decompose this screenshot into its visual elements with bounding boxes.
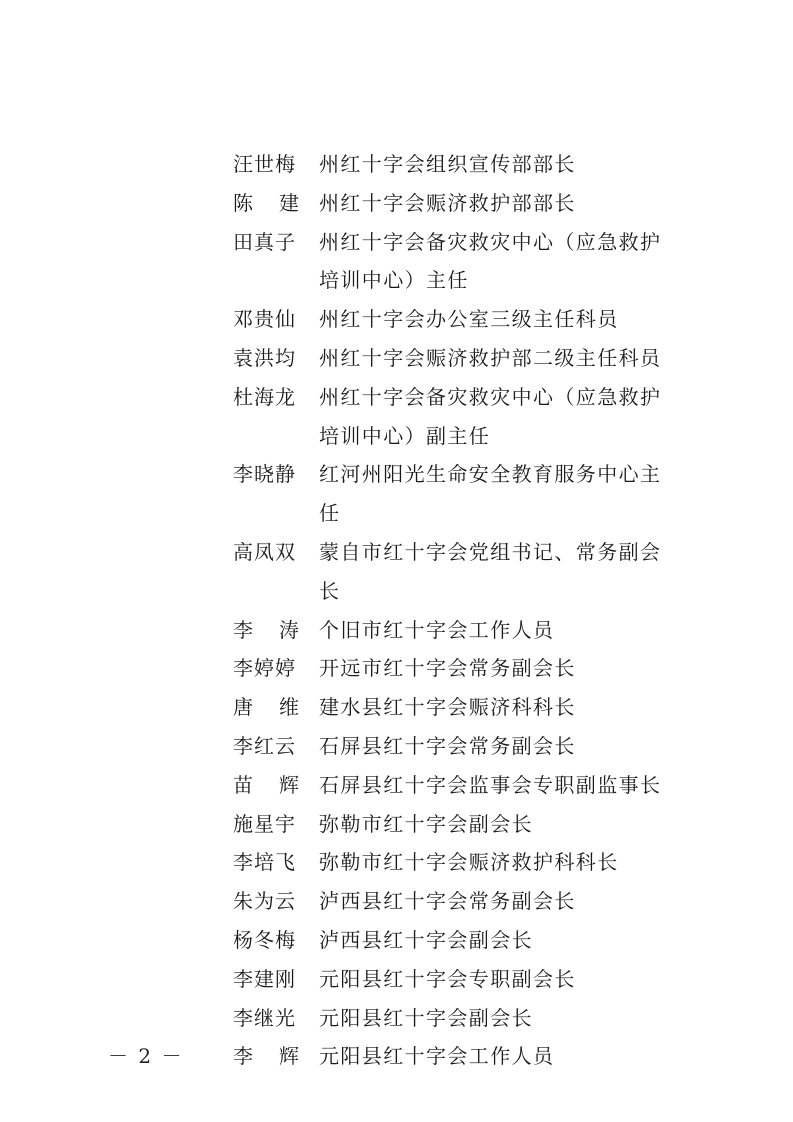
person-name: 李建刚 <box>233 966 296 991</box>
person-title: 州红十字会赈济救护部二级主任科员 <box>319 345 662 370</box>
list-item <box>233 688 703 727</box>
list-item <box>233 960 703 999</box>
list-item <box>233 611 703 650</box>
list-item <box>233 533 703 611</box>
person-title: 个旧市红十字会工作人员 <box>319 617 555 642</box>
list-item <box>233 378 703 456</box>
person-title: 红河州阳光生命安全教育服务中心主任 <box>319 462 662 526</box>
page-number: － 2 － <box>108 1044 184 1068</box>
person-title: 州红十字会组织宣传部部长 <box>319 152 576 176</box>
list-item <box>233 339 703 378</box>
person-name: 杨冬梅 <box>233 927 296 952</box>
person-name: 杜海龙 <box>233 384 296 409</box>
person-name: 李 涛 <box>233 617 299 642</box>
person-name: 袁洪均 <box>233 345 296 370</box>
list-item <box>233 1037 703 1076</box>
person-name: 李晓静 <box>233 462 296 487</box>
person-title: 泸西县红十字会副会长 <box>319 927 533 952</box>
person-name: 朱为云 <box>233 889 296 914</box>
person-name: 李 辉 <box>233 1044 299 1069</box>
person-title: 州红十字会赈济救护部部长 <box>319 190 576 215</box>
person-title: 建水县红十字会赈济科科长 <box>319 695 576 720</box>
list-item <box>233 843 703 882</box>
list-item <box>233 882 703 921</box>
person-title: 蒙自市红十字会党组书记、常务副会长 <box>319 539 662 603</box>
list-item <box>233 999 703 1038</box>
person-name: 施星宇 <box>233 811 296 836</box>
person-name: 李继光 <box>233 1005 296 1030</box>
list-item <box>233 223 703 301</box>
person-name: 高凤双 <box>233 539 296 564</box>
person-title: 石屏县红十字会常务副会长 <box>319 733 576 758</box>
personnel-list <box>233 145 703 1076</box>
list-item <box>233 184 703 223</box>
person-name: 李培飞 <box>233 850 296 875</box>
person-title: 开远市红十字会常务副会长 <box>319 656 576 681</box>
person-title: 元阳县红十字会副会长 <box>319 1005 533 1030</box>
list-item <box>233 649 703 688</box>
person-title: 州红十字会备灾救灾中心（应急救护培训中心）副主任 <box>319 384 662 448</box>
list-item <box>233 921 703 960</box>
person-name: 唐 维 <box>233 695 299 720</box>
person-title: 州红十字会办公室三级主任科员 <box>319 307 619 332</box>
person-name: 李红云 <box>233 733 296 758</box>
list-item <box>233 727 703 766</box>
list-item <box>233 805 703 844</box>
person-title: 元阳县红十字会专职副会长 <box>319 966 576 991</box>
list-item <box>233 455 703 533</box>
person-name: 苗 辉 <box>233 772 299 797</box>
person-title: 弥勒市红十字会赈济救护科科长 <box>319 850 619 875</box>
person-title: 州红十字会备灾救灾中心（应急救护培训中心）主任 <box>319 229 662 293</box>
person-title: 泸西县红十字会常务副会长 <box>319 889 576 914</box>
list-item <box>233 766 703 805</box>
person-name: 陈 建 <box>233 190 299 215</box>
person-name: 李婷婷 <box>233 656 296 681</box>
person-name: 汪世梅 <box>233 152 296 176</box>
list-item <box>233 145 703 184</box>
list-item <box>233 300 703 339</box>
person-name: 田真子 <box>233 229 296 254</box>
person-title: 元阳县红十字会工作人员 <box>319 1044 555 1069</box>
person-name: 邓贵仙 <box>233 307 296 332</box>
person-title: 弥勒市红十字会副会长 <box>319 811 533 836</box>
person-title: 石屏县红十字会监事会专职副监事长 <box>319 772 662 797</box>
